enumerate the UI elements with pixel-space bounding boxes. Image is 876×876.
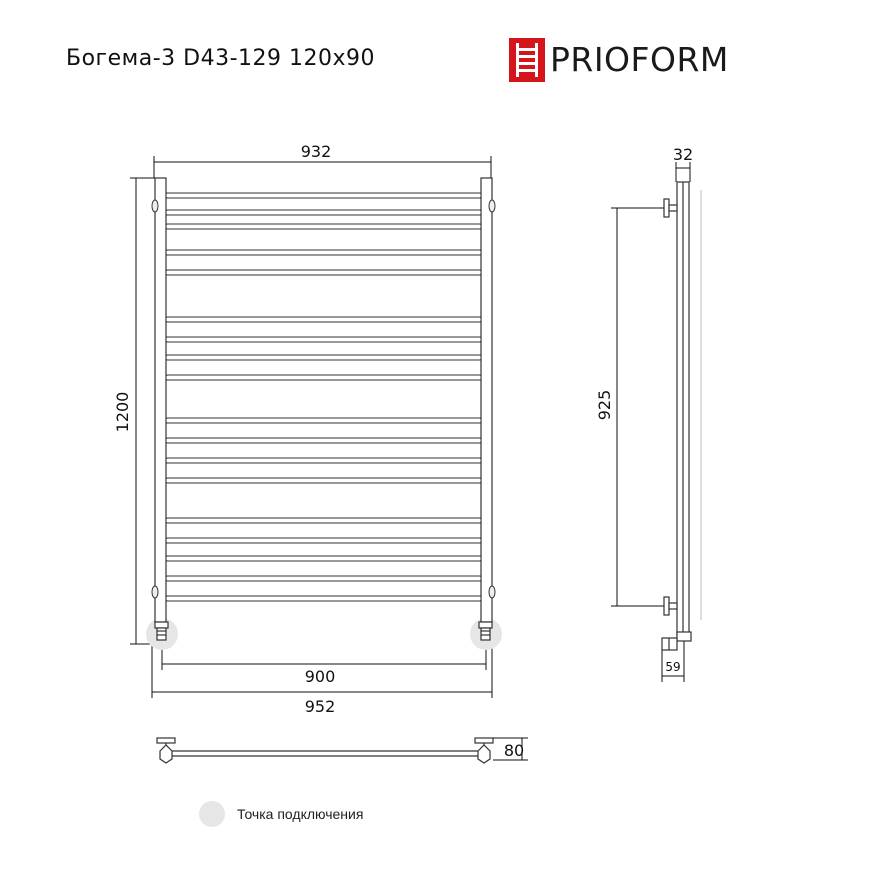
dim-top-width: 932: [300, 142, 332, 161]
dim-side-bottom-offset: 59: [665, 660, 681, 674]
dim-bottom-depth: 80: [503, 741, 525, 760]
bottom-profile: [157, 738, 493, 763]
dim-connection-spacing: 900: [304, 667, 336, 686]
dim-total-width: 952: [304, 697, 336, 716]
legend-connection-dot: [199, 801, 225, 827]
dim-side-mount-spacing: 925: [595, 389, 614, 421]
brand-name: PRIOFORM: [550, 40, 729, 79]
dim-side-depth: 32: [672, 145, 694, 164]
legend-label: Точка подключения: [237, 806, 364, 822]
dim-height: 1200: [113, 391, 132, 433]
product-title: Богема-3 D43-129 120x90: [66, 46, 376, 71]
